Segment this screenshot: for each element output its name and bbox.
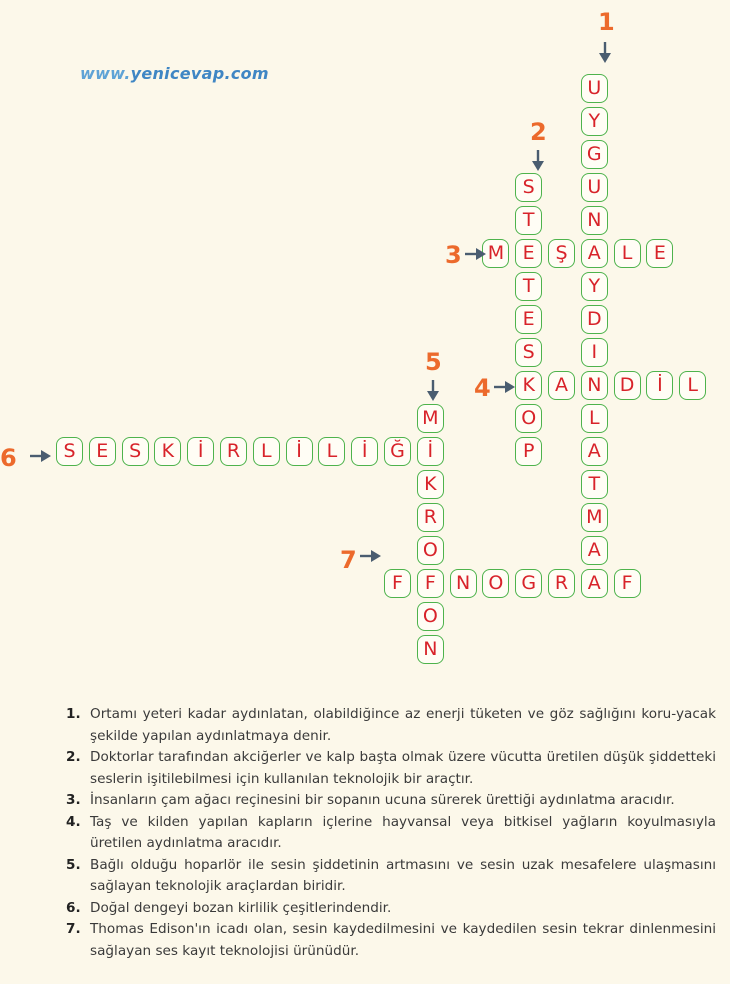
crossword-cell: D xyxy=(581,305,608,334)
watermark: www.yenicevap.com xyxy=(80,64,269,83)
crossword-cell: E xyxy=(515,305,542,334)
crossword-cell: O xyxy=(482,569,509,598)
crossword-cell: A xyxy=(548,371,575,400)
crossword-cell: M xyxy=(581,503,608,532)
clue-text: Taş ve kilden yapılan kapların içlerine hayvansal veya bitkisel yağların koyulmasıyla üretilen aydınlatma aracıdır. xyxy=(90,813,716,851)
crossword-cell: G xyxy=(515,569,542,598)
clue-item-7 xyxy=(66,919,716,962)
clue-number-label: 7 xyxy=(340,546,357,574)
crossword-cell: İ xyxy=(286,437,313,466)
clue-text: Doktorlar tarafından akciğerler ve kalp başta olmak üzere vücutta üretilen düşük şiddetteki seslerin işitilebilmesi için kullanılan teknolojik bir araçtır. xyxy=(90,749,716,787)
crossword-cell: T xyxy=(515,272,542,301)
clue-item-6 xyxy=(66,898,716,920)
arrow-icon xyxy=(30,449,52,463)
clue-item-1 xyxy=(66,704,716,747)
crossword-cell: S xyxy=(515,338,542,367)
crossword-cell: İ xyxy=(417,437,444,466)
crossword-cell: R xyxy=(417,503,444,532)
crossword-cell: E xyxy=(646,239,673,268)
arrow-icon xyxy=(494,380,516,394)
crossword-cell: M xyxy=(417,404,444,433)
crossword-cell: F xyxy=(384,569,411,598)
crossword-cell: O xyxy=(417,602,444,631)
crossword-cell: L xyxy=(253,437,280,466)
crossword-cell: S xyxy=(56,437,83,466)
crossword-cell: Y xyxy=(581,107,608,136)
crossword-cell: K xyxy=(154,437,181,466)
crossword-cell: L xyxy=(614,239,641,268)
clue-text: Thomas Edison'ın icadı olan, sesin kaydedilmesini ve kaydedilen sesin tekrar dinlenmesini sağlayan ses kayıt teknolojisi ürünüdür. xyxy=(90,921,716,959)
clue-number: 2. xyxy=(66,749,81,765)
crossword-cell: L xyxy=(318,437,345,466)
crossword-cell: İ xyxy=(646,371,673,400)
arrow-icon xyxy=(465,247,487,261)
clue-number-label: 1 xyxy=(598,8,615,36)
crossword-cell: T xyxy=(581,470,608,499)
crossword-cell: E xyxy=(515,239,542,268)
clue-number: 1. xyxy=(66,706,81,722)
clue-number-label: 2 xyxy=(530,118,547,146)
crossword-cell: U xyxy=(581,74,608,103)
crossword-cell: R xyxy=(548,569,575,598)
crossword-cell: M xyxy=(482,239,509,268)
crossword-cell: Ğ xyxy=(384,437,411,466)
crossword-cell: O xyxy=(417,536,444,565)
clue-text: Bağlı olduğu hoparlör ile sesin şiddetinin artmasını ve sesin uzak mesafelere ulaşmasını sağlayan teknolojik araçlardan biridir. xyxy=(90,856,716,894)
crossword-cell: F xyxy=(614,569,641,598)
crossword-cell: D xyxy=(614,371,641,400)
clue-number-label: 3 xyxy=(445,241,462,269)
crossword-cell: P xyxy=(515,437,542,466)
clue-item-2 xyxy=(66,747,716,790)
clue-number: 3. xyxy=(66,792,81,808)
arrow-icon xyxy=(531,150,545,172)
crossword-cell: İ xyxy=(351,437,378,466)
arrow-icon xyxy=(360,549,382,563)
crossword-cell: S xyxy=(515,173,542,202)
crossword-cell: Ş xyxy=(548,239,575,268)
clue-text: Ortamı yeteri kadar aydınlatan, olabildiğince az enerji tüketen ve göz sağlığını koru-yacak şekilde yapılan aydınlatmaya denir. xyxy=(90,706,716,744)
crossword-cell: A xyxy=(581,569,608,598)
clue-list xyxy=(66,704,716,962)
crossword-cell: F xyxy=(417,569,444,598)
clue-number-label: 4 xyxy=(474,374,491,402)
crossword-cell: L xyxy=(679,371,706,400)
clue-number: 4. xyxy=(66,813,81,830)
crossword-cell: A xyxy=(581,437,608,466)
clue-number: 7. xyxy=(66,921,81,937)
crossword-cell: L xyxy=(581,404,608,433)
crossword-cell: N xyxy=(417,635,444,664)
crossword-cell: I xyxy=(581,338,608,367)
clue-number-label: 5 xyxy=(425,348,442,376)
arrow-icon xyxy=(426,380,440,402)
crossword-cell: S xyxy=(122,437,149,466)
arrow-icon xyxy=(598,42,612,64)
crossword-cell: O xyxy=(515,404,542,433)
crossword-cell: K xyxy=(515,371,542,400)
crossword-cell: U xyxy=(581,173,608,202)
crossword-cell: N xyxy=(581,206,608,235)
crossword-cell: G xyxy=(581,140,608,169)
crossword-cell: R xyxy=(220,437,247,466)
clue-number: 6. xyxy=(66,899,81,916)
crossword-cell: K xyxy=(417,470,444,499)
crossword-cell: N xyxy=(581,371,608,400)
crossword-cell: N xyxy=(450,569,477,598)
clue-item-5 xyxy=(66,855,716,898)
clue-text: Doğal dengeyi bozan kirlilik çeşitlerindendir. xyxy=(90,899,392,916)
crossword-cell: E xyxy=(89,437,116,466)
clue-text: İnsanların çam ağacı reçinesini bir sopanın ucuna sürerek ürettiği aydınlatma aracıdır. xyxy=(90,792,675,808)
crossword-cell: T xyxy=(515,206,542,235)
clue-item-4 xyxy=(66,812,716,855)
crossword-cell: A xyxy=(581,239,608,268)
clue-item-3 xyxy=(66,790,716,812)
crossword-cell: A xyxy=(581,536,608,565)
clue-number: 5. xyxy=(66,856,81,873)
crossword-cell: İ xyxy=(187,437,214,466)
clue-number-label: 6 xyxy=(0,444,17,472)
crossword-cell: Y xyxy=(581,272,608,301)
